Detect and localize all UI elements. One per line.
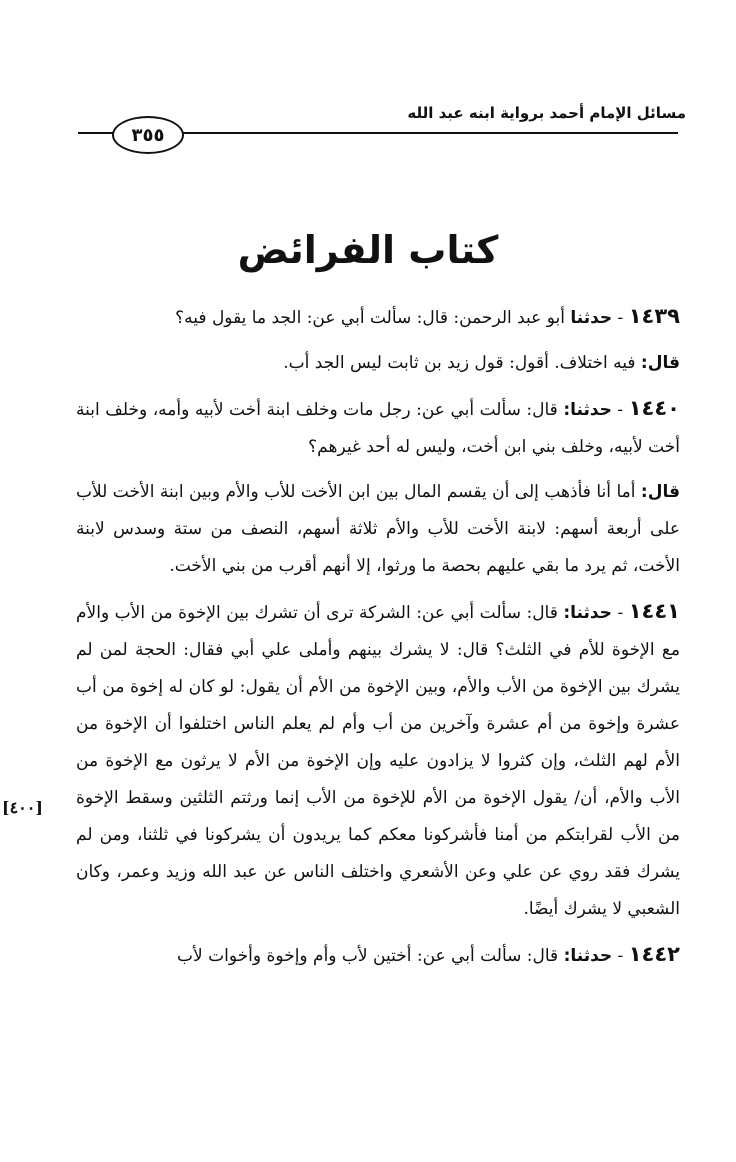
haddathana-label: حدثنا: xyxy=(563,946,613,966)
page-number-text: ٣٥٥ xyxy=(131,124,165,146)
entry-1442 xyxy=(76,936,680,975)
entry-1439 xyxy=(76,298,680,337)
entry-1440-answer xyxy=(76,474,680,585)
entry-dash: - xyxy=(611,400,629,420)
entry-dash: - xyxy=(611,603,629,623)
entry-answer: أما أنا فأذهب إلى أن يقسم المال بين ابن الأخت للأب والأم وبين ابنة الأخت للأب على أربعة أسهم: لابنة الأخت للأب والأم ثلاثة أسهم، النصف من ستة وسدس لابنة الأخت، ثم يرد ما بقي عليهم بحصة ما ورثوا، إلا أنهم أقرب من بني الأخت. xyxy=(76,482,680,576)
entry-number: ١٤٤٢ xyxy=(628,942,680,966)
entry-number: ١٤٣٩ xyxy=(628,304,680,328)
entry-dash: - xyxy=(612,308,629,328)
entry-question: قال: سألت أبي عن: رجل مات وخلف ابنة أخت لأبيه وأمه، وخلف ابنة أخت لأبيه، وخلف بني ابن أخت، وليس له أحد غيرهم؟ xyxy=(76,400,680,457)
entry-1440 xyxy=(76,390,680,466)
entry-number: ١٤٤٠ xyxy=(628,396,680,420)
qala-label: قال: xyxy=(640,353,680,373)
qala-label: قال: xyxy=(640,482,680,502)
haddathana-label: حدثنا: xyxy=(563,603,612,623)
entry-answer: فيه اختلاف. أقول: قول زيد بن ثابت ليس الجد أب. xyxy=(283,353,641,373)
entry-question: أبو عبد الرحمن: قال: سألت أبي عن: الجد ما يقول فيه؟ xyxy=(175,308,571,328)
entry-1441 xyxy=(76,593,680,928)
book-title: كتاب الفرائض xyxy=(237,228,499,272)
margin-reference: [٤٠٠] xyxy=(2,798,43,817)
body-text xyxy=(76,298,680,983)
haddathana-label: حدثنا xyxy=(570,308,613,328)
running-title: مسائل الإمام أحمد برواية ابنه عبد الله xyxy=(407,104,686,122)
entry-question: قال: سألت أبي عن: أختين لأب وأم وإخوة وأخوات لأب xyxy=(177,946,564,966)
page-number xyxy=(112,116,184,154)
entry-question: قال: سألت أبي عن: الشركة ترى أن تشرك بين الإخوة من الأب والأم مع الإخوة للأم في الثلث؟ قال: لا يشرك بينهم وأملى علي أبي فقال: الحجة لمن لم يشرك بين الإخوة من الأب والأم، وبين الإخوة من الأم أن يقول: لو كان له إخوة من أب عشرة وإخوة من أم عشرة وآخرين من أب وأم لم يعلم الناس اختلفوا أن الإخوة من الأم لهم الثلث، وإن كثروا لا يزادون عليه وإن الإخوة من الأم لا يرثون مع الإخوة من الأب والأم، أن/ يقول الإخوة من الأم للإخوة من الأب إنما ورثتم الثلثين وسقط الإخوة من الأب لقرابتكم من أمنا فأشركونا معكم كما يريدون أن يشركونا في ثلثنا، ومن لم يشرك فقد روي عن علي وعن الأشعري واختلف الناس عن عبد الله وزيد وعمر، وكان الشعبي لا يشرك أيضًا. xyxy=(76,603,680,919)
entry-number: ١٤٤١ xyxy=(628,599,680,623)
entry-dash: - xyxy=(612,946,629,966)
haddathana-label: حدثنا: xyxy=(563,400,612,420)
entry-1439-answer xyxy=(76,345,680,382)
